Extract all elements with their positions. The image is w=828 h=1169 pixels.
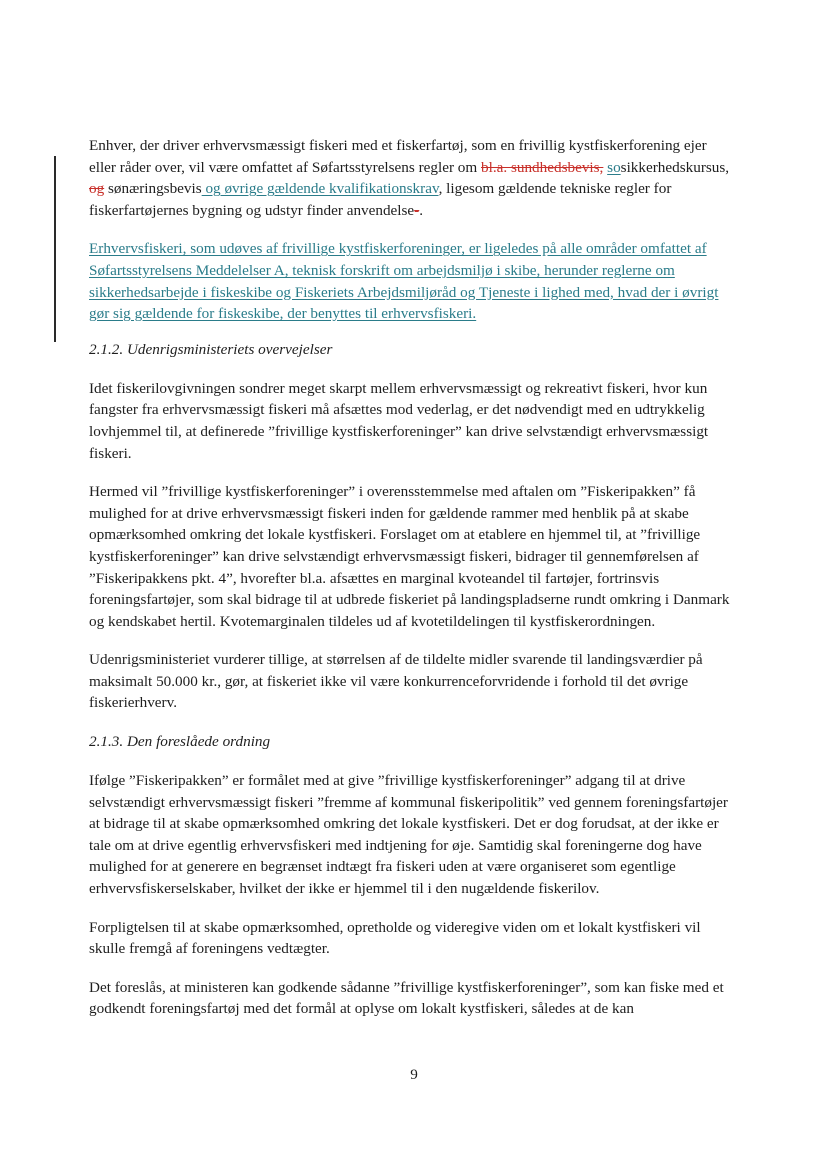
paragraph-7: Forpligtelsen til at skabe opmærksomhed, opretholde og videregive viden om et lokalt kystfiskeri vil skulle fremgå af foreningens vedtægter. — [89, 918, 701, 958]
text-run: Enhver, der driver erhvervsmæssigt fiskeri med et fiskerfartøj, som en frivillig kystfiskerforening ejer eller råder over, vil være omfattet af Søfartsstyrelsens regler om — [89, 137, 707, 176]
inserted-text: so — [607, 158, 621, 176]
page-number: 9 — [410, 1066, 418, 1083]
deleted-text: - — [414, 201, 420, 219]
text-run: , ligesom gældende tekniske regler for fiskerfartøjernes bygning og udstyr finder anvendelse — [89, 180, 672, 219]
deleted-text: og — [89, 180, 105, 198]
paragraph-1 — [89, 135, 735, 221]
paragraph-3: Idet fiskerilovgivningen sondrer meget skarpt mellem erhvervsmæssigt og rekreativt fiskeri, hvor kun fangster fra erhvervsmæssigt fiskeri må afsættes mod vederlag, er det nødvendigt med en udtrykkelig lovhjemmel til, at definerede ”frivillige kystfiskerforeninger” kan drive selvstændigt erhvervsmæssigt fiskeri. — [89, 379, 709, 462]
section-heading-2-1-2: 2.1.2. Udenrigsministeriets overvejelser — [89, 340, 333, 358]
inserted-paragraph: Erhvervsfiskeri, som udøves af frivillige kystfiskerforeninger, er ligeledes på alle områder omfattet af Søfartsstyrelsens Meddelelser A, teknisk forskrift om arbejdsmiljø i skibe, herunder reglerne om sikkerhedsarbejde i fiskeskibe og Fiskeriets Arbejdsmiljøråd og Tjeneste i lighed med, hvad der i øvrigt gør sig gældende for fiskeskibe, der benyttes til erhvervsfiskeri. — [89, 240, 719, 323]
text-run: sikkerhedskursus, — [620, 158, 730, 176]
inserted-text: og øvrige gældende kvalifikationskrav — [201, 180, 439, 198]
text-run: sønæringsbevis — [104, 180, 202, 198]
paragraph-5: Udenrigsministeriet vurderer tillige, at størrelsen af de tildelte midler svarende til landingsværdier på maksimalt 50.000 kr., gør, at fiskeriet ikke vil være konkurrenceforvridende i forhold til det øvrige fiskerierhverv. — [89, 651, 703, 712]
deleted-text: bl.a. sundhedsbevis, — [481, 158, 604, 176]
section-heading-2-1-3: 2.1.3. Den foreslåede ordning — [89, 733, 271, 751]
change-bar — [54, 156, 56, 342]
paragraph-8: Det foreslås, at ministeren kan godkende sådanne ”frivillige kystfiskerforeninger”, som kan fiske med et godkendt foreningsfartøj med det formål at oplyse om lokalt kystfiskeri, således at de kan — [89, 978, 724, 1018]
document-body — [89, 135, 735, 1037]
paragraph-6: Ifølge ”Fiskeripakken” er formålet med at give ”frivillige kystfiskerforeninger” adgang til at drive selvstændigt erhvervsmæssigt fiskeri ”fremme af kommunal fiskeripolitik” ved gennem foreningsfartøjer at bidrage til at skabe opmærksomhed omkring det lokale kystfiskeri. Det er dog forudsat, at der ikke er tale om at drive egentlig erhvervsfiskeri med indtjening for øje. Samtidig skal foreningerne dog have mulighed for at generere en begrænset indtægt fra fiskeri uden at være organiseret som egentlige erhvervsfiskerselskaber, hvilket der ikke er hjemmel til i den nugældende fiskerilov. — [89, 772, 728, 898]
paragraph-4: Hermed vil ”frivillige kystfiskerforeninger” i overensstemmelse med aftalen om ”Fiskeripakken” få mulighed for at drive erhvervsmæssigt fiskeri inden for gældende rammer med henblik på at skabe opmærksomhed omkring det lokale kystfiskeri. Forslaget om at etablere en hjemmel til, at ”frivillige kystfiskerforeninger” kan drive selvstændigt erhvervsmæssigt fiskeri, bidrager til gennemførelsen af ”Fiskeripakkens pkt. 4”, hvorefter bl.a. afsættes en marginal kvoteandel til fartøjer, fortrinsvis foreningsfartøjer, som skal bidrage til at udbrede fiskeriet på landingspladserne rundt omkring i Danmark og kendskabet hertil. Kvotemarginalen tildeles ud af kvotetildelingen til kystfiskerordningen. — [89, 483, 730, 630]
text-run: . — [419, 201, 424, 219]
